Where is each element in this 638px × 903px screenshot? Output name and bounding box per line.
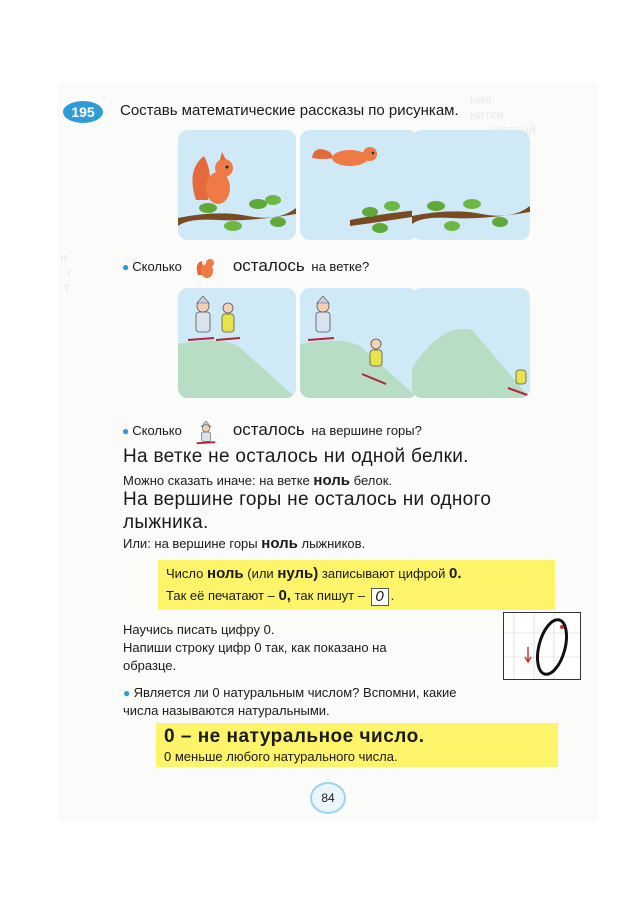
practice-line-2: Напиши строку цифр 0 так, как показано на	[123, 640, 387, 655]
squirrel-icon	[194, 257, 218, 279]
skier-picture-3	[412, 288, 530, 398]
empty-hill-illustration	[412, 288, 530, 398]
task-instruction: Составь математические рассказы по рисункам.	[120, 102, 459, 119]
empty-branch-illustration	[412, 130, 530, 240]
squirrel-on-branch-illustration	[178, 130, 296, 240]
task-number-badge: 195	[63, 101, 103, 123]
two-skiers-on-hill-illustration	[178, 288, 296, 398]
practice-line-3: образце.	[123, 658, 177, 673]
zero-not-natural-box	[156, 723, 558, 767]
question-squirrels: ● Сколько осталось на ветке?	[122, 256, 369, 279]
text-line-skier-word: лыжника.	[123, 512, 209, 533]
squirrel-picture-3	[412, 130, 530, 240]
skier-icon	[194, 421, 218, 443]
squirrel-picture-2	[300, 130, 418, 240]
squirrel-picture-1	[178, 130, 296, 240]
skier-picture-2	[300, 288, 418, 398]
rule-heading: 0 – не натуральное число.	[164, 726, 425, 747]
squirrel-jumping-illustration	[300, 130, 418, 240]
text-line-zero-squirrels: Можно сказать иначе: на ветке ноль белок.	[123, 472, 393, 489]
question-natural-line-1: ● Является ли 0 натуральным числом? Вспомни, какие	[123, 685, 457, 700]
zero-definition-box: Число ноль (или нуль) записывают цифрой 0. Так её печатают – 0, так пишут – 0 .	[158, 560, 555, 610]
zero-stroke-diagram	[504, 613, 580, 679]
bullet-icon: ●	[122, 424, 130, 438]
question-natural-line-2: числа называются натуральными.	[123, 703, 330, 718]
zero-writing-sample	[503, 612, 581, 680]
bullet-icon: ●	[122, 260, 130, 274]
one-skier-on-hill-illustration	[300, 288, 418, 398]
bullet-icon: ●	[123, 686, 134, 700]
question-skiers: ● Сколько осталось на вершине горы?	[122, 420, 422, 443]
text-line-no-squirrels: На ветке не осталось ни одной белки.	[123, 446, 469, 467]
skier-picture-1	[178, 288, 296, 398]
practice-line-1: Научись писать цифру 0.	[123, 622, 275, 637]
text-line-zero-skiers: Или: на вершине горы ноль лыжников.	[123, 535, 366, 552]
text-line-no-skiers: На вершине горы не осталось ни одного	[123, 489, 492, 510]
page-number: 84	[310, 782, 346, 814]
rule-text: 0 меньше любого натурального числа.	[164, 749, 398, 764]
handwritten-zero-sample: 0	[371, 588, 389, 606]
